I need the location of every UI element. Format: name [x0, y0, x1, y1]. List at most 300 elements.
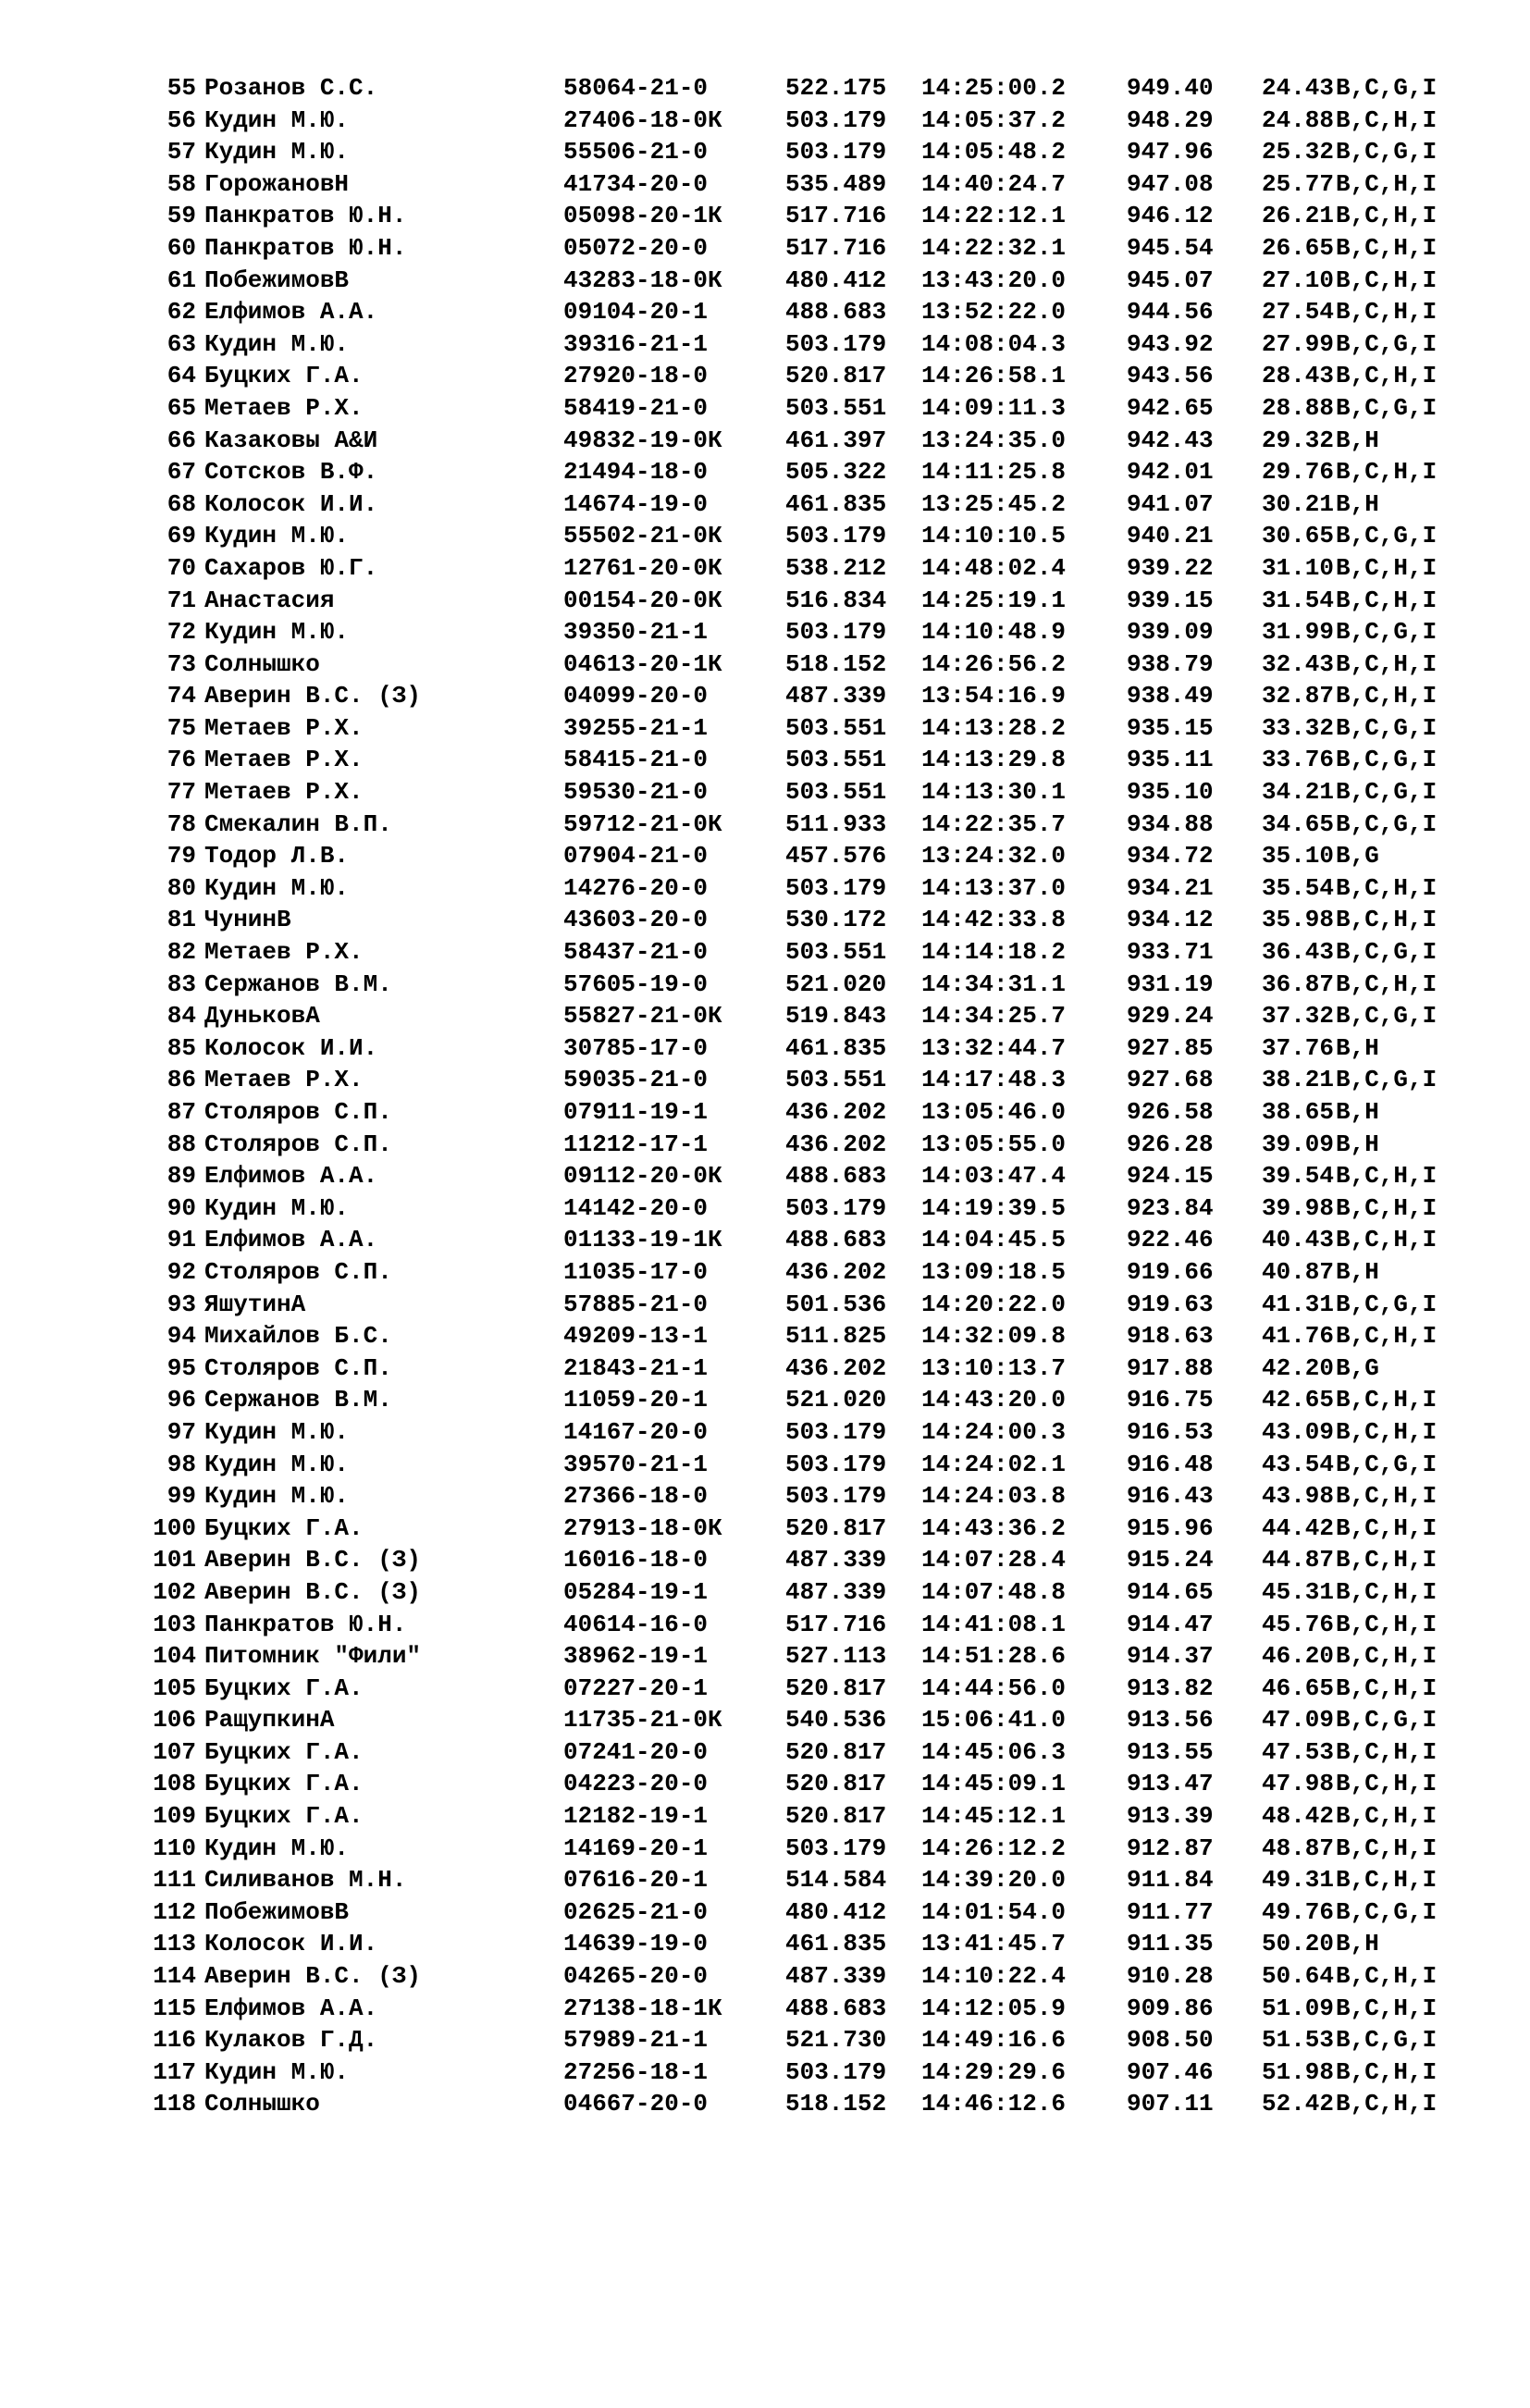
category-marks: B,C,H,I: [1336, 1802, 1437, 1831]
distance-value: 520.817: [785, 1513, 887, 1542]
category-marks: B,C,H,I: [1336, 458, 1437, 487]
owner-name: Аверин В.С. (З): [204, 1962, 422, 1991]
points-value: 39.98: [1262, 1193, 1335, 1222]
distance-value: 511.933: [785, 809, 887, 838]
ring-number: 12761-20-0К: [563, 553, 722, 582]
speed-value: 934.21: [1127, 873, 1214, 902]
points-value: 43.09: [1262, 1417, 1335, 1446]
ring-number: 14276-20-0: [563, 873, 709, 902]
distance-value: 503.179: [785, 105, 887, 134]
place-number: 72: [167, 618, 196, 647]
category-marks: B,C,H,I: [1336, 2090, 1437, 2118]
ring-number: 43283-18-0К: [563, 265, 722, 294]
distance-value: 487.339: [785, 1962, 887, 1991]
distance-value: 457.576: [785, 842, 887, 871]
owner-name: Кудин М.Ю.: [204, 873, 350, 902]
speed-value: 910.28: [1127, 1962, 1214, 1991]
arrival-time: 14:40:24.7: [921, 169, 1067, 198]
distance-value: 461.835: [785, 1930, 887, 1958]
points-value: 47.53: [1262, 1737, 1335, 1766]
ring-number: 09112-20-0К: [563, 1162, 722, 1191]
owner-name: Аверин В.С. (З): [204, 682, 422, 710]
speed-value: 911.35: [1127, 1930, 1214, 1958]
speed-value: 919.66: [1127, 1257, 1214, 1286]
category-marks: B,C,H,I: [1336, 1673, 1437, 1702]
arrival-time: 14:11:25.8: [921, 458, 1067, 487]
ring-number: 57885-21-0: [563, 1290, 709, 1318]
speed-value: 942.43: [1127, 426, 1214, 454]
points-value: 47.09: [1262, 1706, 1335, 1735]
owner-name: Метаев Р.Х.: [204, 393, 364, 422]
speed-value: 923.84: [1127, 1193, 1214, 1222]
distance-value: 521.730: [785, 2026, 887, 2055]
table-row: [0, 168, 1530, 201]
place-number: 64: [167, 362, 196, 390]
table-row: [0, 616, 1530, 648]
ring-number: 14142-20-0: [563, 1193, 709, 1222]
owner-name: РащупкинА: [204, 1706, 335, 1735]
table-row: [0, 1993, 1530, 2025]
place-number: 115: [153, 1994, 196, 2022]
speed-value: 913.56: [1127, 1706, 1214, 1735]
points-value: 49.31: [1262, 1866, 1335, 1895]
ring-number: 57989-21-1: [563, 2026, 709, 2055]
distance-value: 487.339: [785, 682, 887, 710]
category-marks: B,C,G,I: [1336, 138, 1437, 167]
category-marks: B,C,H,I: [1336, 265, 1437, 294]
owner-name: Буцких Г.А.: [204, 1770, 364, 1798]
table-row: [0, 1384, 1530, 1416]
points-value: 29.76: [1262, 458, 1335, 487]
distance-value: 538.212: [785, 553, 887, 582]
ring-number: 14167-20-0: [563, 1417, 709, 1446]
table-row: [0, 1289, 1530, 1321]
place-number: 78: [167, 809, 196, 838]
arrival-time: 14:13:28.2: [921, 713, 1067, 742]
owner-name: Аверин В.С. (З): [204, 1577, 422, 1606]
points-value: 51.98: [1262, 2057, 1335, 2086]
table-row: [0, 1928, 1530, 1960]
ring-number: 14674-19-0: [563, 489, 709, 518]
table-row: [0, 2056, 1530, 2089]
ring-number: 43603-20-0: [563, 906, 709, 934]
points-value: 36.87: [1262, 969, 1335, 998]
category-marks: B,C,G,I: [1336, 1450, 1437, 1478]
speed-value: 935.11: [1127, 746, 1214, 774]
ring-number: 49209-13-1: [563, 1322, 709, 1351]
distance-value: 505.322: [785, 458, 887, 487]
arrival-time: 13:05:55.0: [921, 1130, 1067, 1158]
distance-value: 436.202: [785, 1353, 887, 1382]
speed-value: 926.58: [1127, 1098, 1214, 1126]
speed-value: 942.01: [1127, 458, 1214, 487]
owner-name: Сахаров Ю.Г.: [204, 553, 378, 582]
distance-value: 487.339: [785, 1577, 887, 1606]
ring-number: 58064-21-0: [563, 74, 709, 102]
points-value: 43.54: [1262, 1450, 1335, 1478]
distance-value: 519.843: [785, 1002, 887, 1031]
points-value: 50.20: [1262, 1930, 1335, 1958]
owner-name: ДуньковА: [204, 1002, 320, 1031]
distance-value: 530.172: [785, 906, 887, 934]
points-value: 33.76: [1262, 746, 1335, 774]
arrival-time: 14:43:20.0: [921, 1386, 1067, 1414]
category-marks: B,C,H,I: [1336, 1610, 1437, 1638]
category-marks: B,C,H,I: [1336, 298, 1437, 327]
category-marks: B,C,H,I: [1336, 1386, 1437, 1414]
arrival-time: 14:41:08.1: [921, 1610, 1067, 1638]
owner-name: Столяров С.П.: [204, 1098, 392, 1126]
owner-name: Буцких Г.А.: [204, 1737, 364, 1766]
speed-value: 916.43: [1127, 1482, 1214, 1511]
points-value: 30.21: [1262, 489, 1335, 518]
ring-number: 27366-18-0: [563, 1482, 709, 1511]
ring-number: 39255-21-1: [563, 713, 709, 742]
distance-value: 511.825: [785, 1322, 887, 1351]
table-row: [0, 1320, 1530, 1352]
owner-name: Кудин М.Ю.: [204, 1482, 350, 1511]
owner-name: Метаев Р.Х.: [204, 1066, 364, 1094]
speed-value: 934.12: [1127, 906, 1214, 934]
speed-value: 947.08: [1127, 169, 1214, 198]
category-marks: B,C,H,I: [1336, 1737, 1437, 1766]
table-row: [0, 2088, 1530, 2120]
distance-value: 503.179: [785, 1450, 887, 1478]
owner-name: Буцких Г.А.: [204, 1673, 364, 1702]
owner-name: Панкратов Ю.Н.: [204, 233, 407, 262]
distance-value: 488.683: [785, 1994, 887, 2022]
arrival-time: 14:32:09.8: [921, 1322, 1067, 1351]
category-marks: B,C,H,I: [1336, 1866, 1437, 1895]
owner-name: Солнышко: [204, 649, 320, 678]
place-number: 68: [167, 489, 196, 518]
ring-number: 55502-21-0К: [563, 522, 722, 550]
ring-number: 02625-21-0: [563, 1897, 709, 1926]
distance-value: 503.179: [785, 1482, 887, 1511]
ring-number: 04265-20-0: [563, 1962, 709, 1991]
table-row: [0, 520, 1530, 552]
table-row: [0, 1096, 1530, 1129]
points-value: 38.65: [1262, 1098, 1335, 1126]
place-number: 75: [167, 713, 196, 742]
owner-name: Кудин М.Ю.: [204, 522, 350, 550]
table-row: [0, 744, 1530, 776]
distance-value: 480.412: [785, 1897, 887, 1926]
owner-name: Кудин М.Ю.: [204, 1450, 350, 1478]
table-row: [0, 1160, 1530, 1192]
speed-value: 919.63: [1127, 1290, 1214, 1318]
category-marks: B,C,H,I: [1336, 1994, 1437, 2022]
table-row: [0, 200, 1530, 232]
owner-name: Столяров С.П.: [204, 1130, 392, 1158]
table-row: [0, 648, 1530, 681]
table-row: [0, 712, 1530, 745]
speed-value: 939.15: [1127, 586, 1214, 614]
place-number: 59: [167, 202, 196, 230]
owner-name: ПобежимовВ: [204, 1897, 350, 1926]
distance-value: 436.202: [785, 1098, 887, 1126]
distance-value: 535.489: [785, 169, 887, 198]
distance-value: 520.817: [785, 1673, 887, 1702]
table-row: [0, 232, 1530, 265]
arrival-time: 14:08:04.3: [921, 329, 1067, 358]
arrival-time: 14:22:35.7: [921, 809, 1067, 838]
owner-name: Метаев Р.Х.: [204, 713, 364, 742]
points-value: 34.65: [1262, 809, 1335, 838]
ring-number: 58437-21-0: [563, 938, 709, 967]
place-number: 117: [153, 2057, 196, 2086]
points-value: 24.43: [1262, 74, 1335, 102]
table-row: [0, 425, 1530, 457]
table-row: [0, 1576, 1530, 1609]
category-marks: B,C,H,I: [1336, 2057, 1437, 2086]
owner-name: Панкратов Ю.Н.: [204, 202, 407, 230]
arrival-time: 14:25:00.2: [921, 74, 1067, 102]
place-number: 62: [167, 298, 196, 327]
arrival-time: 13:24:32.0: [921, 842, 1067, 871]
arrival-time: 14:45:06.3: [921, 1737, 1067, 1766]
arrival-time: 14:26:56.2: [921, 649, 1067, 678]
owner-name: Колосок И.И.: [204, 1930, 378, 1958]
table-row: [0, 328, 1530, 361]
speed-value: 914.37: [1127, 1642, 1214, 1671]
points-value: 27.54: [1262, 298, 1335, 327]
owner-name: Колосок И.И.: [204, 489, 378, 518]
ring-number: 04613-20-1К: [563, 649, 722, 678]
place-number: 105: [153, 1673, 196, 1702]
table-row: [0, 1864, 1530, 1896]
points-value: 42.20: [1262, 1353, 1335, 1382]
place-number: 87: [167, 1098, 196, 1126]
points-value: 48.87: [1262, 1834, 1335, 1862]
arrival-time: 14:10:10.5: [921, 522, 1067, 550]
points-value: 25.32: [1262, 138, 1335, 167]
category-marks: B,C,H,I: [1336, 1577, 1437, 1606]
category-marks: B,C,H,I: [1336, 1226, 1437, 1254]
arrival-time: 14:13:37.0: [921, 873, 1067, 902]
points-value: 35.98: [1262, 906, 1335, 934]
distance-value: 503.179: [785, 1417, 887, 1446]
points-value: 27.10: [1262, 265, 1335, 294]
speed-value: 917.88: [1127, 1353, 1214, 1382]
ring-number: 59530-21-0: [563, 778, 709, 807]
ring-number: 12182-19-1: [563, 1802, 709, 1831]
speed-value: 913.47: [1127, 1770, 1214, 1798]
category-marks: B,C,H,I: [1336, 586, 1437, 614]
distance-value: 517.716: [785, 202, 887, 230]
table-row: [0, 105, 1530, 137]
owner-name: Аверин В.С. (З): [204, 1546, 422, 1574]
table-row: [0, 1416, 1530, 1449]
table-row: [0, 936, 1530, 969]
speed-value: 939.22: [1127, 553, 1214, 582]
arrival-time: 15:06:41.0: [921, 1706, 1067, 1735]
place-number: 66: [167, 426, 196, 454]
speed-value: 945.54: [1127, 233, 1214, 262]
arrival-time: 14:39:20.0: [921, 1866, 1067, 1895]
distance-value: 520.817: [785, 1802, 887, 1831]
points-value: 38.21: [1262, 1066, 1335, 1094]
distance-value: 520.817: [785, 1770, 887, 1798]
arrival-time: 14:07:28.4: [921, 1546, 1067, 1574]
category-marks: B,C,H,I: [1336, 682, 1437, 710]
distance-value: 503.551: [785, 746, 887, 774]
category-marks: B,C,H,I: [1336, 1546, 1437, 1574]
arrival-time: 14:22:32.1: [921, 233, 1067, 262]
points-value: 40.87: [1262, 1257, 1335, 1286]
points-value: 43.98: [1262, 1482, 1335, 1511]
points-value: 48.42: [1262, 1802, 1335, 1831]
category-marks: B,C,H,I: [1336, 362, 1437, 390]
ring-number: 11735-21-0К: [563, 1706, 722, 1735]
table-row: [0, 1000, 1530, 1032]
table-row: [0, 456, 1530, 488]
results-table: [0, 72, 1530, 2120]
arrival-time: 14:09:11.3: [921, 393, 1067, 422]
distance-value: 503.551: [785, 1066, 887, 1094]
owner-name: Буцких Г.А.: [204, 1802, 364, 1831]
speed-value: 922.46: [1127, 1226, 1214, 1254]
ring-number: 09104-20-1: [563, 298, 709, 327]
arrival-time: 13:24:35.0: [921, 426, 1067, 454]
place-number: 104: [153, 1642, 196, 1671]
points-value: 26.65: [1262, 233, 1335, 262]
place-number: 110: [153, 1834, 196, 1862]
table-row: [0, 809, 1530, 841]
points-value: 41.76: [1262, 1322, 1335, 1351]
speed-value: 935.10: [1127, 778, 1214, 807]
speed-value: 914.65: [1127, 1577, 1214, 1606]
ring-number: 59712-21-0К: [563, 809, 722, 838]
ring-number: 40614-16-0: [563, 1610, 709, 1638]
owner-name: Казаковы А&И: [204, 426, 378, 454]
place-number: 74: [167, 682, 196, 710]
arrival-time: 14:26:12.2: [921, 1834, 1067, 1862]
ring-number: 49832-19-0К: [563, 426, 722, 454]
owner-name: Сержанов В.М.: [204, 969, 392, 998]
arrival-time: 14:03:47.4: [921, 1162, 1067, 1191]
distance-value: 487.339: [785, 1546, 887, 1574]
owner-name: Сержанов В.М.: [204, 1386, 392, 1414]
owner-name: Кудин М.Ю.: [204, 329, 350, 358]
category-marks: B,H: [1336, 489, 1379, 518]
category-marks: B,C,H,I: [1336, 1162, 1437, 1191]
distance-value: 503.551: [785, 393, 887, 422]
distance-value: 436.202: [785, 1257, 887, 1286]
points-value: 39.09: [1262, 1130, 1335, 1158]
ring-number: 38962-19-1: [563, 1642, 709, 1671]
speed-value: 913.55: [1127, 1737, 1214, 1766]
category-marks: B,C,G,I: [1336, 713, 1437, 742]
distance-value: 503.179: [785, 1193, 887, 1222]
speed-value: 945.07: [1127, 265, 1214, 294]
category-marks: B,C,G,I: [1336, 1706, 1437, 1735]
arrival-time: 13:43:20.0: [921, 265, 1067, 294]
place-number: 106: [153, 1706, 196, 1735]
table-row: [0, 969, 1530, 1001]
ring-number: 14169-20-1: [563, 1834, 709, 1862]
points-value: 26.21: [1262, 202, 1335, 230]
table-row: [0, 1833, 1530, 1865]
distance-value: 540.536: [785, 1706, 887, 1735]
owner-name: ПобежимовВ: [204, 265, 350, 294]
arrival-time: 14:24:02.1: [921, 1450, 1067, 1478]
owner-name: Елфимов А.А.: [204, 1226, 378, 1254]
ring-number: 55506-21-0: [563, 138, 709, 167]
arrival-time: 13:54:16.9: [921, 682, 1067, 710]
table-row: [0, 1032, 1530, 1065]
arrival-time: 14:20:22.0: [921, 1290, 1067, 1318]
place-number: 88: [167, 1130, 196, 1158]
ring-number: 04099-20-0: [563, 682, 709, 710]
distance-value: 480.412: [785, 265, 887, 294]
speed-value: 935.15: [1127, 713, 1214, 742]
points-value: 36.43: [1262, 938, 1335, 967]
place-number: 69: [167, 522, 196, 550]
distance-value: 517.716: [785, 233, 887, 262]
table-row: [0, 1064, 1530, 1096]
distance-value: 503.551: [785, 938, 887, 967]
speed-value: 926.28: [1127, 1130, 1214, 1158]
speed-value: 943.56: [1127, 362, 1214, 390]
place-number: 80: [167, 873, 196, 902]
category-marks: B,C,G,I: [1336, 938, 1437, 967]
place-number: 70: [167, 553, 196, 582]
points-value: 34.21: [1262, 778, 1335, 807]
speed-value: 944.56: [1127, 298, 1214, 327]
distance-value: 436.202: [785, 1130, 887, 1158]
owner-name: Буцких Г.А.: [204, 1513, 364, 1542]
category-marks: B,G: [1336, 842, 1379, 871]
category-marks: B,C,H,I: [1336, 105, 1437, 134]
table-row: [0, 488, 1530, 521]
table-row: [0, 680, 1530, 712]
distance-value: 503.179: [785, 329, 887, 358]
speed-value: 911.77: [1127, 1897, 1214, 1926]
place-number: 82: [167, 938, 196, 967]
table-row: [0, 1800, 1530, 1833]
ring-number: 04223-20-0: [563, 1770, 709, 1798]
owner-name: Елфимов А.А.: [204, 1162, 378, 1191]
points-value: 45.31: [1262, 1577, 1335, 1606]
ring-number: 16016-18-0: [563, 1546, 709, 1574]
arrival-time: 14:48:02.4: [921, 553, 1067, 582]
arrival-time: 13:32:44.7: [921, 1033, 1067, 1062]
speed-value: 924.15: [1127, 1162, 1214, 1191]
speed-value: 948.29: [1127, 105, 1214, 134]
points-value: 28.43: [1262, 362, 1335, 390]
owner-name: Питомник "Фили": [204, 1642, 422, 1671]
arrival-time: 14:34:25.7: [921, 1002, 1067, 1031]
category-marks: B,C,H,I: [1336, 1834, 1437, 1862]
table-row: [0, 265, 1530, 297]
category-marks: B,H: [1336, 1098, 1379, 1126]
category-marks: B,C,G,I: [1336, 393, 1437, 422]
place-number: 99: [167, 1482, 196, 1511]
arrival-time: 14:44:56.0: [921, 1673, 1067, 1702]
speed-value: 915.24: [1127, 1546, 1214, 1574]
table-row: [0, 552, 1530, 585]
category-marks: B,C,G,I: [1336, 522, 1437, 550]
distance-value: 503.179: [785, 522, 887, 550]
owner-name: ЯшутинА: [204, 1290, 306, 1318]
place-number: 108: [153, 1770, 196, 1798]
speed-value: 927.85: [1127, 1033, 1214, 1062]
ring-number: 07904-21-0: [563, 842, 709, 871]
place-number: 55: [167, 74, 196, 102]
distance-value: 501.536: [785, 1290, 887, 1318]
category-marks: B,C,H,I: [1336, 1642, 1437, 1671]
